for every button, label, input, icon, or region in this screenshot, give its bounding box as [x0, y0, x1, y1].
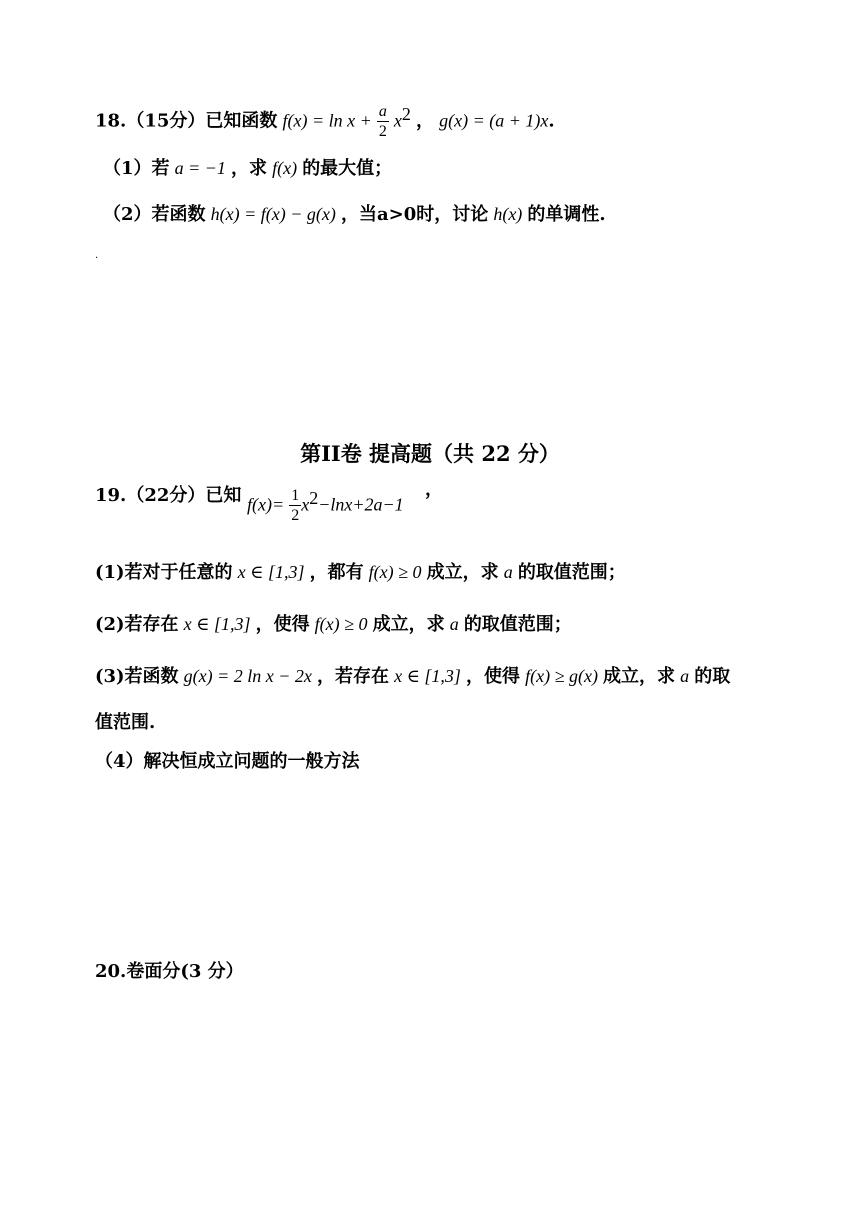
- q19-part1-a: a: [503, 562, 513, 582]
- q20-text: 20.卷面分(3 分）: [95, 961, 244, 982]
- q19-part3-g-definition: g(x) = 2 ln x − 2x: [183, 666, 312, 686]
- q19-f-definition: [247, 488, 404, 524]
- q18-f-definition: f(x) = ln x +: [282, 110, 372, 131]
- q18-part1-condition: a = −1: [174, 158, 226, 178]
- q18-comma: ，: [416, 110, 435, 132]
- q19-part3-inequality: f(x) ≥ g(x): [525, 666, 598, 686]
- q19-part2-ask: 的取值范围；: [463, 614, 572, 635]
- q19-comma-text: ，: [425, 479, 443, 500]
- q19-part3-a: a: [680, 666, 690, 686]
- q18-fraction-a-over-2: [377, 104, 389, 140]
- q19-part3: [95, 662, 730, 688]
- q18-part1-fx: f(x): [272, 158, 298, 178]
- q18-exponent: 2: [401, 104, 411, 125]
- q19-part2-label: (2)若存在: [95, 614, 179, 635]
- q18-g-definition: g(x) = (a + 1)x: [439, 110, 549, 131]
- q19-part1-ask: 的取值范围；: [517, 562, 626, 583]
- q19-part3-text3: 成立，求: [603, 666, 676, 687]
- q18-x-term: x: [393, 110, 402, 131]
- q19-part3-domain: x ∈ [1,3]: [394, 666, 461, 686]
- fraction-numerator: a: [378, 103, 387, 120]
- q19-part3-ask: 的取: [694, 666, 731, 687]
- section-title: 第II卷 提高题（共 22 分）: [300, 441, 560, 466]
- q18-part1: [103, 154, 392, 180]
- fraction-numerator: 1: [291, 487, 300, 504]
- q19-number: 19.（22分）已知: [95, 485, 242, 506]
- q19-part1-label: (1)若对于任意的: [95, 562, 233, 583]
- q19-part1-text2: 成立，求: [426, 562, 499, 583]
- q19-part1-domain: x ∈ [1,3]: [237, 562, 305, 582]
- q18-part2-hx: h(x): [493, 204, 523, 224]
- q19-part2-text: ，使得: [255, 614, 310, 635]
- q19-x-term: x: [301, 494, 310, 515]
- q19-part1-text: ，都有: [309, 562, 364, 583]
- fraction-denominator: 2: [291, 507, 300, 524]
- q19-part3-text2: ，使得: [466, 666, 521, 687]
- q19-part3-continued: [95, 708, 155, 734]
- q19-part3-text: ，若存在: [317, 666, 389, 687]
- q19-part4-text: （4）解决恒成立问题的一般方法: [95, 751, 360, 772]
- q18-part2: [103, 200, 606, 226]
- q18-part2-h-definition: h(x) = f(x) − g(x): [210, 204, 336, 224]
- q20: [95, 957, 244, 983]
- q19-comma: [425, 475, 443, 501]
- q19-part3-ask-cont: 值范围.: [95, 712, 156, 733]
- fraction-denominator: 2: [378, 123, 387, 140]
- q18-part1-ask: 的最大值；: [302, 158, 393, 179]
- q19-exponent: 2: [309, 488, 319, 509]
- q18-number: 18.（15分）已知函数: [95, 110, 278, 132]
- q19-fraction-one-half: [289, 488, 301, 524]
- q18-part2-condition: ，当a>0时，讨论: [340, 204, 489, 225]
- q18-part2-label: （2）若函数: [103, 204, 206, 225]
- stray-dot: .: [95, 250, 99, 261]
- q19-f-lhs: f(x)=: [247, 494, 285, 515]
- q19-part1: [95, 558, 626, 584]
- q19-part2-a: a: [449, 614, 459, 634]
- q18-part1-label: （1）若: [103, 158, 170, 179]
- q19-part4: [95, 747, 360, 773]
- q19-f-rest: −lnx+2a−1: [318, 494, 404, 515]
- q19-part2-domain: x ∈ [1,3]: [183, 614, 251, 634]
- q18-part2-ask: 的单调性.: [527, 204, 606, 225]
- q19-head: [95, 481, 241, 507]
- q18-period: .: [548, 110, 555, 132]
- q19-part2-text2: 成立，求: [372, 614, 445, 635]
- q18-part1-text: ，求: [231, 158, 268, 179]
- q19-part2-inequality: f(x) ≥ 0: [314, 614, 368, 634]
- q19-part1-inequality: f(x) ≥ 0: [368, 562, 422, 582]
- q19-part2: [95, 610, 572, 636]
- q18-statement: [95, 104, 555, 140]
- q19-part3-label: (3)若函数: [95, 666, 179, 687]
